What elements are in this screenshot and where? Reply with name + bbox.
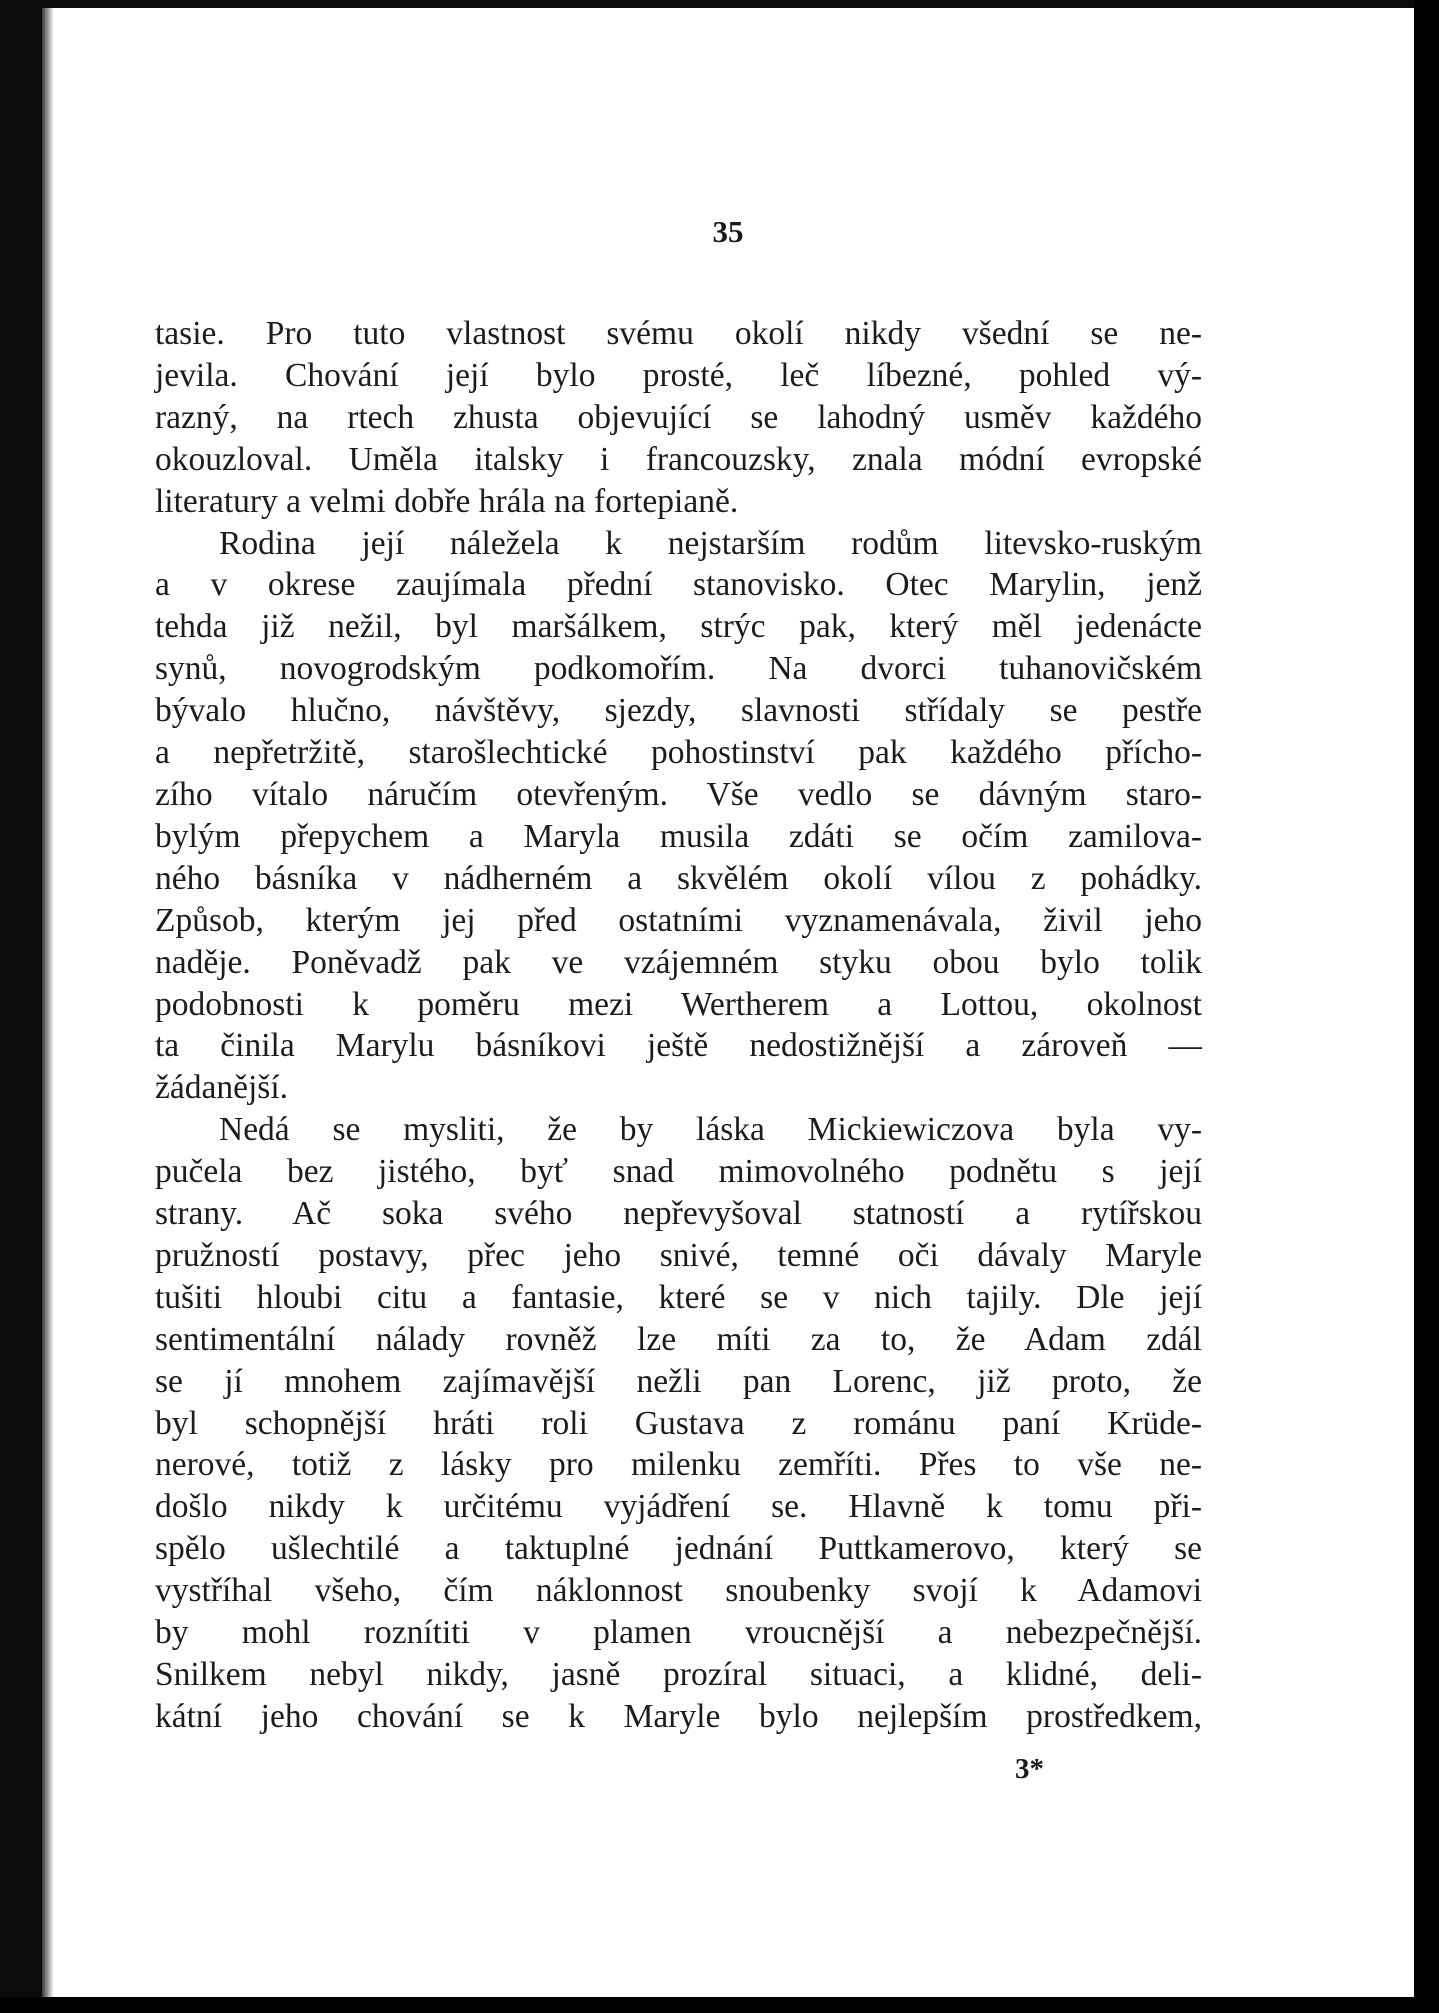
scan-border-right bbox=[1414, 0, 1439, 2013]
signature-mark: 3* bbox=[1015, 1753, 1044, 1785]
text-line: ta činila Marylu básníkovi ještě nedostižnější a zároveň — bbox=[155, 1027, 1202, 1065]
text-line: nerové, totiž z lásky pro milenku zemříti. Přes to vše ne- bbox=[155, 1446, 1202, 1484]
text-line: by mohl roznítiti v plamen vroucnější a nebezpečnější. bbox=[155, 1614, 1202, 1652]
text-line: se jí mnohem zajímavější nežli pan Lorenc, již proto, že bbox=[155, 1362, 1202, 1400]
text-line: došlo nikdy k určitému vyjádření se. Hlavně k tomu při- bbox=[155, 1488, 1202, 1526]
text-line: spělo ušlechtilé a taktuplné jednání Puttkamerovo, který se bbox=[155, 1530, 1202, 1568]
text-line: ného básníka v nádherném a skvělém okolí vílou z pohádky. bbox=[155, 859, 1202, 897]
text-line: okouzloval. Uměla italsky i francouzsky, znala módní evropské bbox=[155, 440, 1202, 478]
page-gutter-shadow bbox=[42, 8, 54, 1998]
text-line: pružností postavy, přec jeho snivé, temné oči dávaly Maryle bbox=[155, 1236, 1202, 1274]
text-line: jevila. Chování její bylo prosté, leč líbezné, pohled vý- bbox=[155, 356, 1202, 394]
scan-border-bottom bbox=[0, 1997, 1439, 2013]
text-line: Snilkem nebyl nikdy, jasně prozíral situaci, a klidné, deli- bbox=[155, 1656, 1202, 1693]
text-line: byl schopnější hráti roli Gustava z románu paní Krüde- bbox=[155, 1404, 1202, 1442]
text-line: Způsob, kterým jej před ostatními vyznamenávala, živil jeho bbox=[155, 901, 1202, 939]
text-line: literatury a velmi dobře hrála na fortepianě. bbox=[155, 482, 739, 520]
text-line: tušiti hloubi citu a fantasie, které se v nich tajily. Dle její bbox=[155, 1278, 1202, 1316]
text-line: žádanější. bbox=[155, 1069, 289, 1107]
text-line: bylým přepychem a Maryla musila zdáti se očím zamilova- bbox=[155, 817, 1202, 855]
text-line: strany. Ač soka svého nepřevyšoval statností a rytířskou bbox=[155, 1195, 1202, 1233]
text-line: tehda již nežil, byl maršálkem, strýc pak, který měl jedenácte bbox=[155, 608, 1202, 646]
text-line: a v okrese zaujímala přední stanovisko. Otec Marylin, jenž bbox=[155, 566, 1202, 604]
text-line: sentimentální nálady rovněž lze míti za to, že Adam zdál bbox=[155, 1320, 1202, 1358]
book-page bbox=[42, 8, 1414, 1998]
text-line: podobnosti k poměru mezi Wertherem a Lottou, okolnost bbox=[155, 985, 1202, 1023]
text-line: razný, na rtech zhusta objevující se lahodný usměv každého bbox=[155, 398, 1202, 436]
text-line: Rodina její náležela k nejstarším rodům litevsko-ruským bbox=[219, 524, 1202, 562]
text-line: pučela bez jistého, byť snad mimovolného podnětu s její bbox=[155, 1153, 1202, 1191]
text-line: bývalo hlučno, návštěvy, sjezdy, slavnosti střídaly se pestře bbox=[155, 692, 1202, 730]
text-line: a nepřetržitě, starošlechtické pohostinství pak každého přícho- bbox=[155, 734, 1202, 772]
body-text bbox=[155, 313, 1202, 1738]
text-line: tasie. Pro tuto vlastnost svému okolí nikdy všední se ne- bbox=[155, 315, 1202, 352]
text-line: zího vítalo náručím otevřeným. Vše vedlo se dávným staro- bbox=[155, 775, 1202, 813]
text-line: kátní jeho chování se k Maryle bylo nejlepším prostředkem, bbox=[155, 1697, 1202, 1735]
text-line: naděje. Poněvadž pak ve vzájemném styku obou bylo tolik bbox=[155, 943, 1202, 981]
text-line: vystříhal všeho, čím náklonnost snoubenky svojí k Adamovi bbox=[155, 1572, 1202, 1610]
page-number: 35 bbox=[712, 214, 744, 249]
text-line: Nedá se mysliti, že by láska Mickiewiczova byla vy- bbox=[219, 1111, 1202, 1149]
text-line: synů, novogrodským podkomořím. Na dvorci tuhanovičském bbox=[155, 650, 1202, 688]
